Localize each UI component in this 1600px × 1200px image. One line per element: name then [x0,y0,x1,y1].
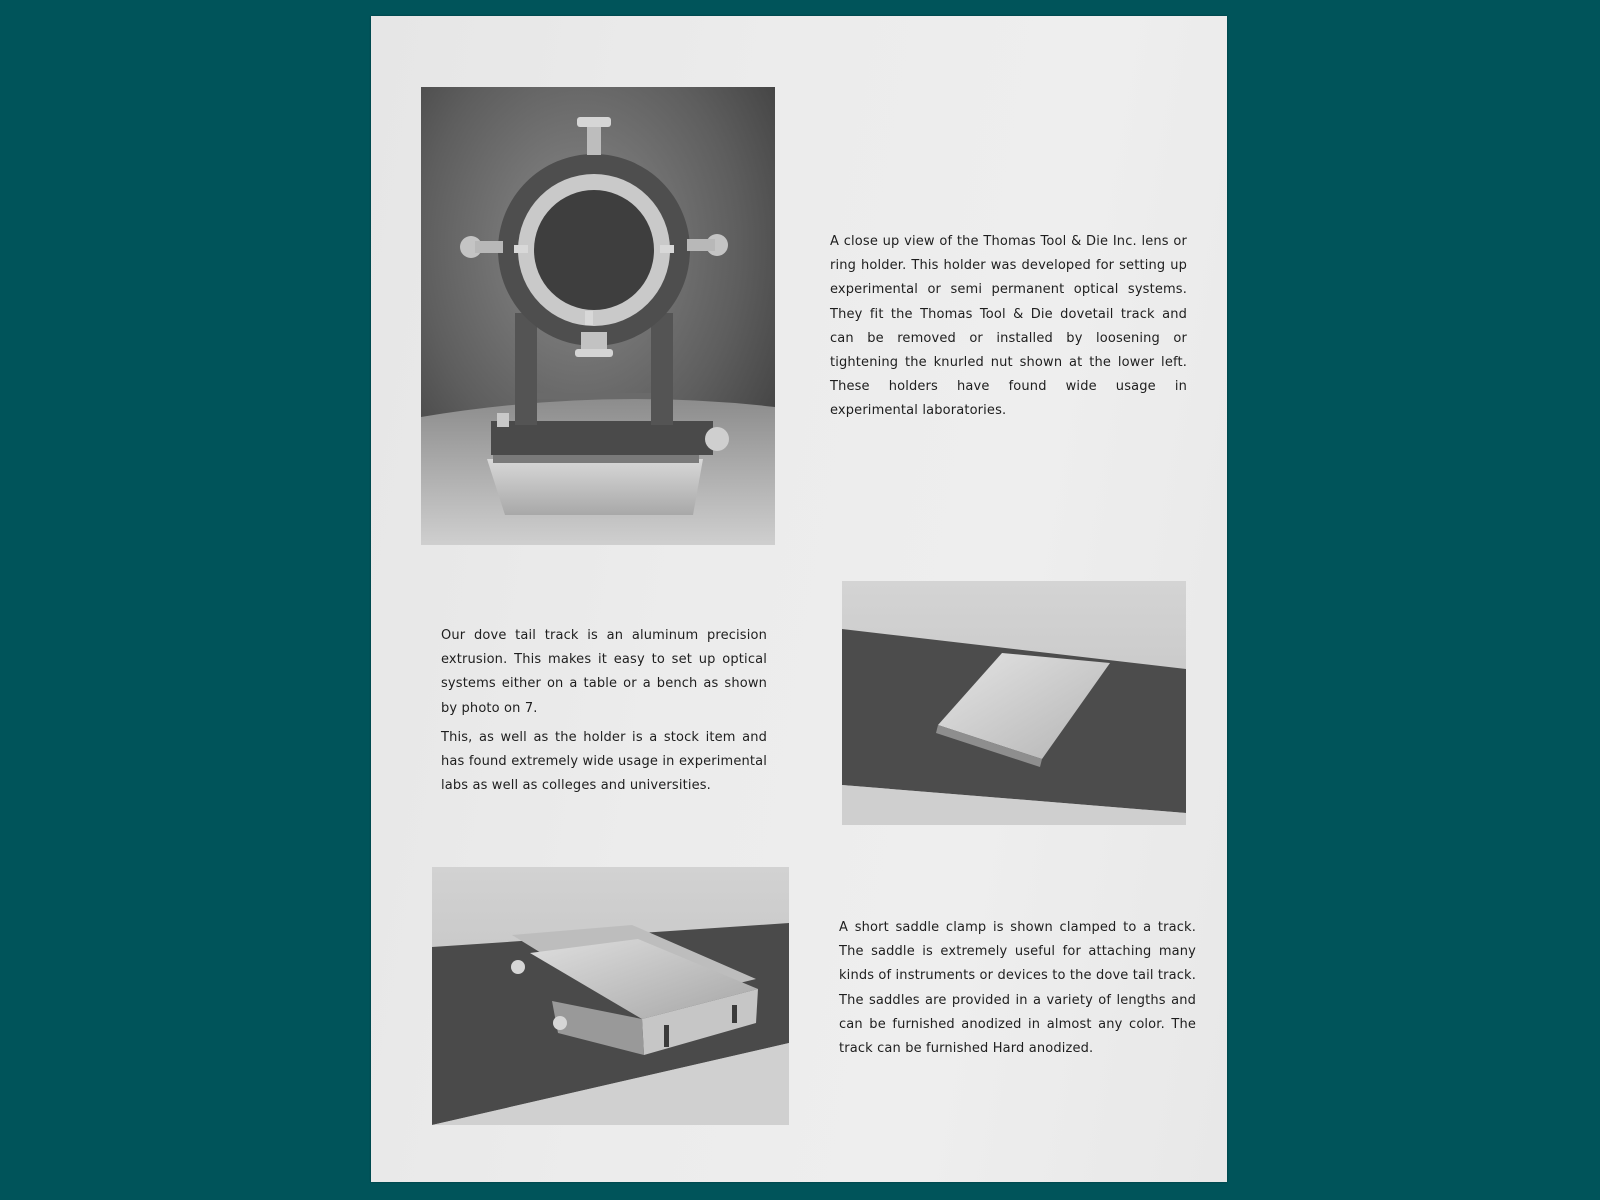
lens-holder-photo [421,87,775,545]
dove-tail-track-caption [441,624,767,803]
lens-holder-caption-text: A close up view of the Thomas Tool & Die Inc. lens or ring holder. This holder was developed for setting up experimental or semi permanent optical systems. They fit the Thomas Tool & Die dovetail track and can be removed or installed by loosening or tightening the knurled nut shown at the lower left. These holders have found wide usage in experimental laboratories. [830,234,1187,419]
brochure-page [371,16,1227,1182]
dove-tail-track-caption-para-1: Our dove tail track is an aluminum precision extrusion. This makes it easy to set up optical systems either on a table or a bench as shown by photo on 7. [441,628,767,716]
saddle-clamp-photo [432,867,789,1125]
lens-holder-caption [830,230,1187,429]
saddle-clamp-caption [839,916,1196,1066]
saddle-clamp-caption-text: A short saddle clamp is shown clamped to a track. The saddle is extremely useful for attaching many kinds of instruments or devices to the dove tail track. The saddles are provided in a variety of lengths and can be furnished anodized in almost any color. The track can be furnished Hard anodized. [839,920,1197,1057]
dovetail-track-photo [842,581,1186,825]
dove-tail-track-caption-para-2: This, as well as the holder is a stock item and has found extremely wide usage in experimental labs as well as colleges and universities. [441,729,767,794]
